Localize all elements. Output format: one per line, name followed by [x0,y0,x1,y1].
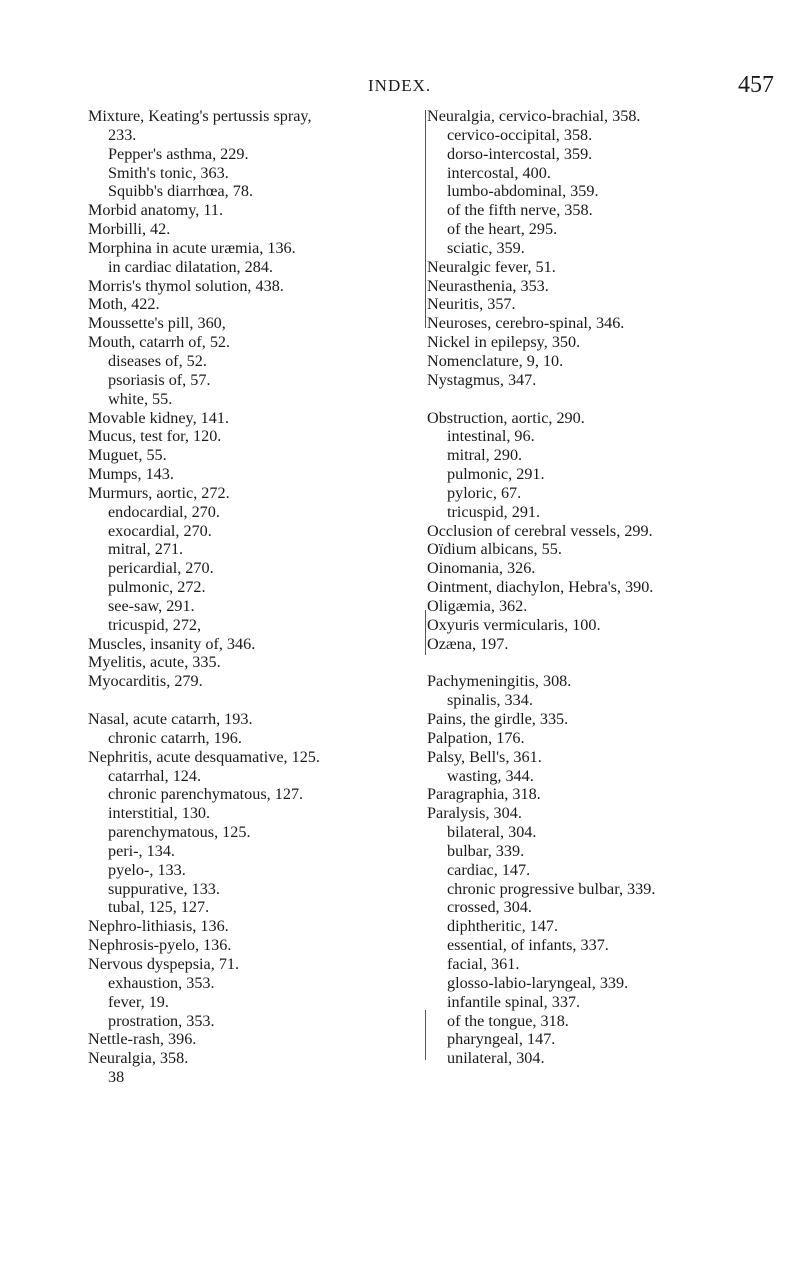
section-gap [427,653,777,672]
index-subentry: peri-, 134. [108,841,175,860]
index-entry: Myelitis, acute, 335. [88,653,221,672]
index-subentry: catarrhal, 124. [108,766,202,785]
index-subentry: pharyngeal, 147. [447,1030,556,1049]
index-subentry: interstitial, 130. [108,804,211,823]
index-subentry: suppurative, 133. [108,879,220,898]
index-column-left [88,107,423,1087]
index-subentry: endocardial, 270. [108,502,220,521]
index-subentry: glosso-labio-laryngeal, 339. [447,973,629,992]
index-subentry: diseases of, 52. [108,351,207,370]
index-subentry: facial, 361. [447,954,520,973]
index-entry: Mumps, 143. [88,465,174,484]
index-subentry: in cardiac dilatation, 284. [108,257,273,276]
index-entry: Neuralgic fever, 51. [427,257,556,276]
index-subentry: spinalis, 334. [447,691,533,710]
index-subentry: psoriasis of, 57. [108,370,211,389]
page-number: 457 [738,72,774,98]
index-subentry: infantile spinal, 337. [447,992,581,1011]
index-entry: Morphina in acute uræmia, 136. [88,238,296,257]
index-entry: Morris's thymol solution, 438. [88,276,284,295]
index-subentry: Pepper's asthma, 229. [108,144,249,163]
index-subentry: parenchymatous, 125. [108,823,251,842]
index-subentry: of the fifth nerve, 358. [447,201,593,220]
index-subentry: cervico-occipital, 358. [447,125,593,144]
index-entry: Neuroses, cerebro-spinal, 346. [427,314,625,333]
index-entry: Movable kidney, 141. [88,408,230,427]
index-entry: Oïdium albicans, 55. [427,540,562,559]
index-subentry: sciatic, 359. [447,238,525,257]
index-subentry: exhaustion, 353. [108,973,215,992]
column-rule-top [425,110,426,328]
index-entry: Neuritis, 357. [427,295,516,314]
index-entry: Oligæmia, 362. [427,596,528,615]
index-entry: Muscles, insanity of, 346. [88,634,256,653]
signature-mark: 38 [108,1068,125,1087]
index-entry: Mouth, catarrh of, 52. [88,333,231,352]
index-subentry: intestinal, 96. [447,427,535,446]
section-gap [88,691,423,710]
index-subentry: cardiac, 147. [447,860,531,879]
index-subentry: white, 55. [108,389,173,408]
index-entry: Muguet, 55. [88,446,167,465]
index-entry: Nystagmus, 347. [427,370,537,389]
index-subentry: tricuspid, 291. [447,502,541,521]
index-subentry: chronic progressive bulbar, 339. [447,879,656,898]
index-subentry: bulbar, 339. [447,841,525,860]
index-entry: Nickel in epilepsy, 350. [427,333,581,352]
index-subentry: chronic catarrh, 196. [108,728,242,747]
index-subentry: prostration, 353. [108,1011,215,1030]
index-subentry: tricuspid, 272, [108,615,202,634]
index-subentry: unilateral, 304. [447,1049,545,1068]
index-subentry: see-saw, 291. [108,596,195,615]
index-subentry: Squibb's diarrhœa, 78. [108,182,253,201]
index-subentry: pericardial, 270. [108,559,214,578]
index-subentry: pyloric, 67. [447,483,522,502]
index-subentry: mitral, 271. [108,540,184,559]
index-entry: Neurasthenia, 353. [427,276,549,295]
index-entry: Mucus, test for, 120. [88,427,222,446]
index-subentry: of the heart, 295. [447,220,558,239]
index-entry: Paragraphia, 318. [427,785,541,804]
index-entry: Murmurs, aortic, 272. [88,483,230,502]
index-entry: Nervous dyspepsia, 71. [88,954,240,973]
index-subentry: exocardial, 270. [108,521,212,540]
index-entry: Oinomania, 326. [427,559,536,578]
index-entry: Mixture, Keating's pertussis spray, [88,107,312,125]
section-gap [427,390,777,409]
index-subentry: Smith's tonic, 363. [108,163,229,182]
index-entry: Obstruction, aortic, 290. [427,408,585,427]
index-subentry: diphtheritic, 147. [447,917,559,936]
index-entry: Ointment, diachylon, Hebra's, 390. [427,578,654,597]
index-entry: Pachymeningitis, 308. [427,672,572,691]
index-entry: Palpation, 176. [427,728,525,747]
index-entry: Nephrosis-pyelo, 136. [88,936,232,955]
index-entry: Oxyuris vermicularis, 100. [427,615,601,634]
index-entry: Nomenclature, 9, 10. [427,351,564,370]
index-entry: Occlusion of cerebral vessels, 299. [427,521,653,540]
index-subentry: pulmonic, 291. [447,465,545,484]
index-subentry: 233. [108,125,137,144]
column-rule-middle [425,610,426,655]
index-subentry: dorso-intercostal, 359. [447,144,593,163]
index-subentry: tubal, 125, 127. [108,898,210,917]
index-subentry: chronic parenchymatous, 127. [108,785,304,804]
index-entry: Morbid anatomy, 11. [88,201,224,220]
index-entry: Paralysis, 304. [427,804,522,823]
running-title: INDEX. [368,76,432,95]
index-entry: Ozæna, 197. [427,634,509,653]
index-subentry: lumbo-abdominal, 359. [447,182,599,201]
index-subentry: crossed, 304. [447,898,532,917]
index-entry: Morbilli, 42. [88,220,171,239]
index-entry: Nettle-rash, 396. [88,1030,197,1049]
index-subentry: fever, 19. [108,992,169,1011]
index-entry: Neuralgia, cervico-brachial, 358. [427,107,641,125]
index-entry: Nephritis, acute desquamative, 125. [88,747,320,766]
page-header [0,72,800,100]
index-subentry: of the tongue, 318. [447,1011,569,1030]
index-subentry: intercostal, 400. [447,163,551,182]
index-entry: Nephro-lithiasis, 136. [88,917,229,936]
index-subentry: pulmonic, 272. [108,578,206,597]
column-rule-bottom [425,1010,426,1060]
index-subentry: wasting, 344. [447,766,534,785]
index-entry: Nasal, acute catarrh, 193. [88,710,253,728]
index-entry: Palsy, Bell's, 361. [427,747,542,766]
index-subentry: bilateral, 304. [447,823,537,842]
index-entry: Neuralgia, 358. [88,1049,189,1068]
index-entry: Myocarditis, 279. [88,672,203,691]
index-entry: Pains, the girdle, 335. [427,710,569,728]
index-entry: Moussette's pill, 360, [88,314,226,333]
index-subentry: mitral, 290. [447,446,523,465]
index-entry: Moth, 422. [88,295,160,314]
index-subentry: pyelo-, 133. [108,860,186,879]
index-subentry: essential, of infants, 337. [447,936,609,955]
index-column-right [427,107,777,1068]
